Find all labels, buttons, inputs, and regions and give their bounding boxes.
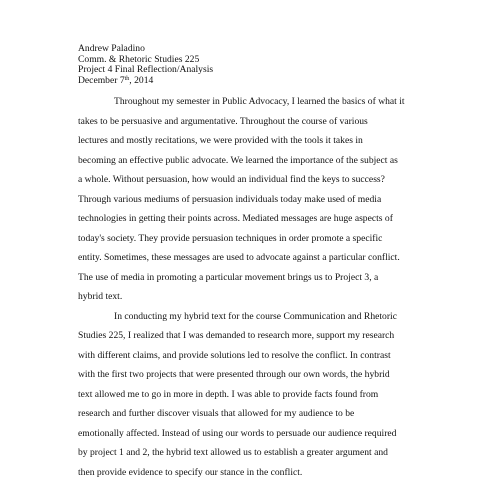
- paragraph-2: [78, 307, 433, 483]
- course-name: Comm. & Rhetoric Studies 225: [78, 53, 200, 65]
- author-name: Andrew Paladino: [78, 43, 145, 54]
- paragraph-line: becoming an effective public advocate. We learned the importance of the subject as: [78, 154, 398, 166]
- date-month-day: December 7: [78, 74, 125, 86]
- paragraph-line: today's society. They provide persuasion techniques in order promote a specific: [78, 232, 383, 244]
- paragraph-line: then provide evidence to specify our stance in the conflict.: [78, 466, 303, 478]
- paragraph-line: lectures and mostly recitations, we were provided with the tools it takes in: [78, 135, 363, 146]
- paragraph-line: a whole. Without persuasion, how would an individual find the keys to success?: [78, 174, 385, 185]
- document-date: [78, 76, 433, 87]
- paragraph-line: entity. Sometimes, these messages are used to advocate against a particular conflict.: [78, 252, 400, 263]
- paragraph-line: with the first two projects that were presented through our own words, the hybrid: [78, 369, 390, 380]
- paragraph-line: technologies in getting their points across. Mediated messages are huge aspects of: [78, 213, 393, 224]
- document-header: [78, 44, 433, 86]
- paragraph-line: with different claims, and provide solutions led to resolve the conflict. In contrast: [78, 349, 391, 361]
- paragraph-line: hybrid text.: [78, 291, 123, 302]
- document-page: [78, 44, 433, 482]
- paragraph-line: Studies 225, I realized that I was demanded to research more, support my research: [78, 330, 395, 341]
- paragraph-line: research and further discover visuals that allowed for my audience to be: [78, 408, 355, 419]
- date-ordinal-suffix: th: [124, 75, 130, 82]
- paragraph-line: text allowed me to go in more in depth. I was able to provide facts found from: [78, 388, 379, 400]
- paragraph-1: [78, 92, 433, 307]
- paragraph-line: takes to be persuasive and argumentative. Throughout the course of various: [78, 115, 368, 127]
- paragraph-line: emotionally affected. Instead of using our words to persuade our audience required: [78, 427, 397, 439]
- paragraph-line: In conducting my hybrid text for the course Communication and Rhetoric: [114, 310, 397, 322]
- paragraph-line: The use of media in promoting a particular movement brings us to Project 3, a: [78, 271, 379, 283]
- date-year: , 2014: [129, 74, 154, 86]
- paragraph-line: Through various mediums of persuasion individuals today make used of media: [78, 193, 382, 205]
- assignment-title: Project 4 Final Reflection/Analysis: [78, 64, 214, 75]
- paragraph-line: Throughout my semester in Public Advocacy, I learned the basics of what it: [114, 96, 405, 107]
- paragraph-line: by project 1 and 2, the hybrid text allowed us to establish a greater argument and: [78, 447, 388, 458]
